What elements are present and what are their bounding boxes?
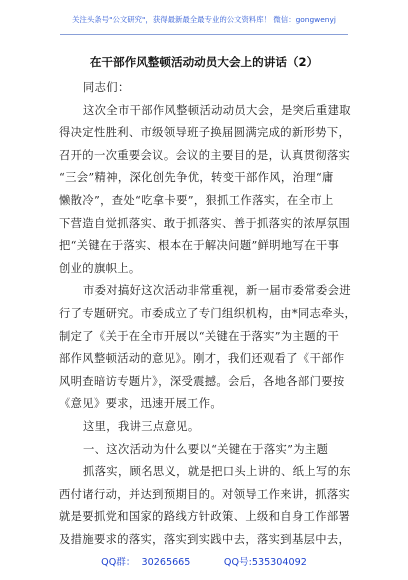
paragraph-line: 就是要抓党和国家的路线方针政策、上级和自身工作部署 xyxy=(59,510,351,524)
paragraph-line: 风明查暗访专题片》，深受震撼。会后，各地各部门要按 xyxy=(59,374,345,388)
section-heading: 一、这次活动为什么要以“关键在于落实”为主题 xyxy=(83,442,329,456)
paragraph-line: 创业的旗帜上。 xyxy=(59,261,141,275)
paragraph-line: 部作风整顿活动的意见》。刚才，我们还观看了《干部作 xyxy=(59,352,345,366)
paragraph-line: 抓落实，顾名思义，就是把口头上讲的、纸上写的东 xyxy=(83,465,351,479)
paragraph-line: 下营造自觉抓落实、敢于抓落实、善于抓落实的浓厚氛围 xyxy=(59,216,351,230)
salutation: 同志们： xyxy=(83,81,130,94)
paragraph-line: 行了专题研究。市委成立了专门组织机构，由*同志牵头， xyxy=(59,306,357,320)
paragraph-line: 《意见》要求，迅速开展工作。 xyxy=(59,397,223,411)
paragraph-line: 懒散冷”，查处“吃拿卡要”，狠抓工作落实，在全市上 xyxy=(59,193,334,207)
paragraph-line: 西付诸行动，并达到预期目的。对领导工作来讲，抓落实 xyxy=(59,487,351,501)
document-title: 在干部作风整顿活动动员大会上的讲话（2） xyxy=(89,55,319,69)
paragraph-line: 召开的一次重要会议。会议的主要目的是，认真贯彻落实 xyxy=(59,148,351,162)
paragraph-line: 得决定性胜利、市级领导班子换届圆满完成的新形势下， xyxy=(59,126,351,140)
paragraph-line: 市委对搞好这次活动非常重视，新一届市委常委会进 xyxy=(83,284,351,298)
paragraph-line: 这里，我讲三点意见。 xyxy=(83,419,200,433)
document-body xyxy=(59,77,359,551)
paragraph-line: “三会”精神，深化创先争优，转变干部作风，治理“庸 xyxy=(59,171,334,185)
paragraph-line: 把“关键在于落实、根本在于解决问题”鲜明地写在干事 xyxy=(59,239,340,253)
header-divider xyxy=(60,34,348,35)
paragraph-line: 制定了《关于在全市开展以“关键在于落实”为主题的干 xyxy=(59,329,340,343)
footer-contact: QQ群： 30265665 QQ号:535304092 xyxy=(101,557,307,568)
paragraph-line: 及措施要求的落实，落实到实践中去，落实到基层中去， xyxy=(59,532,351,546)
paragraph-line: 这次全市干部作风整顿活动动员大会，是突后重建取 xyxy=(83,103,351,117)
header-banner: 关注头条号"公文研究"，获得最新最全最专业的公文资料库！ 微信：gongwenyj xyxy=(72,15,336,24)
